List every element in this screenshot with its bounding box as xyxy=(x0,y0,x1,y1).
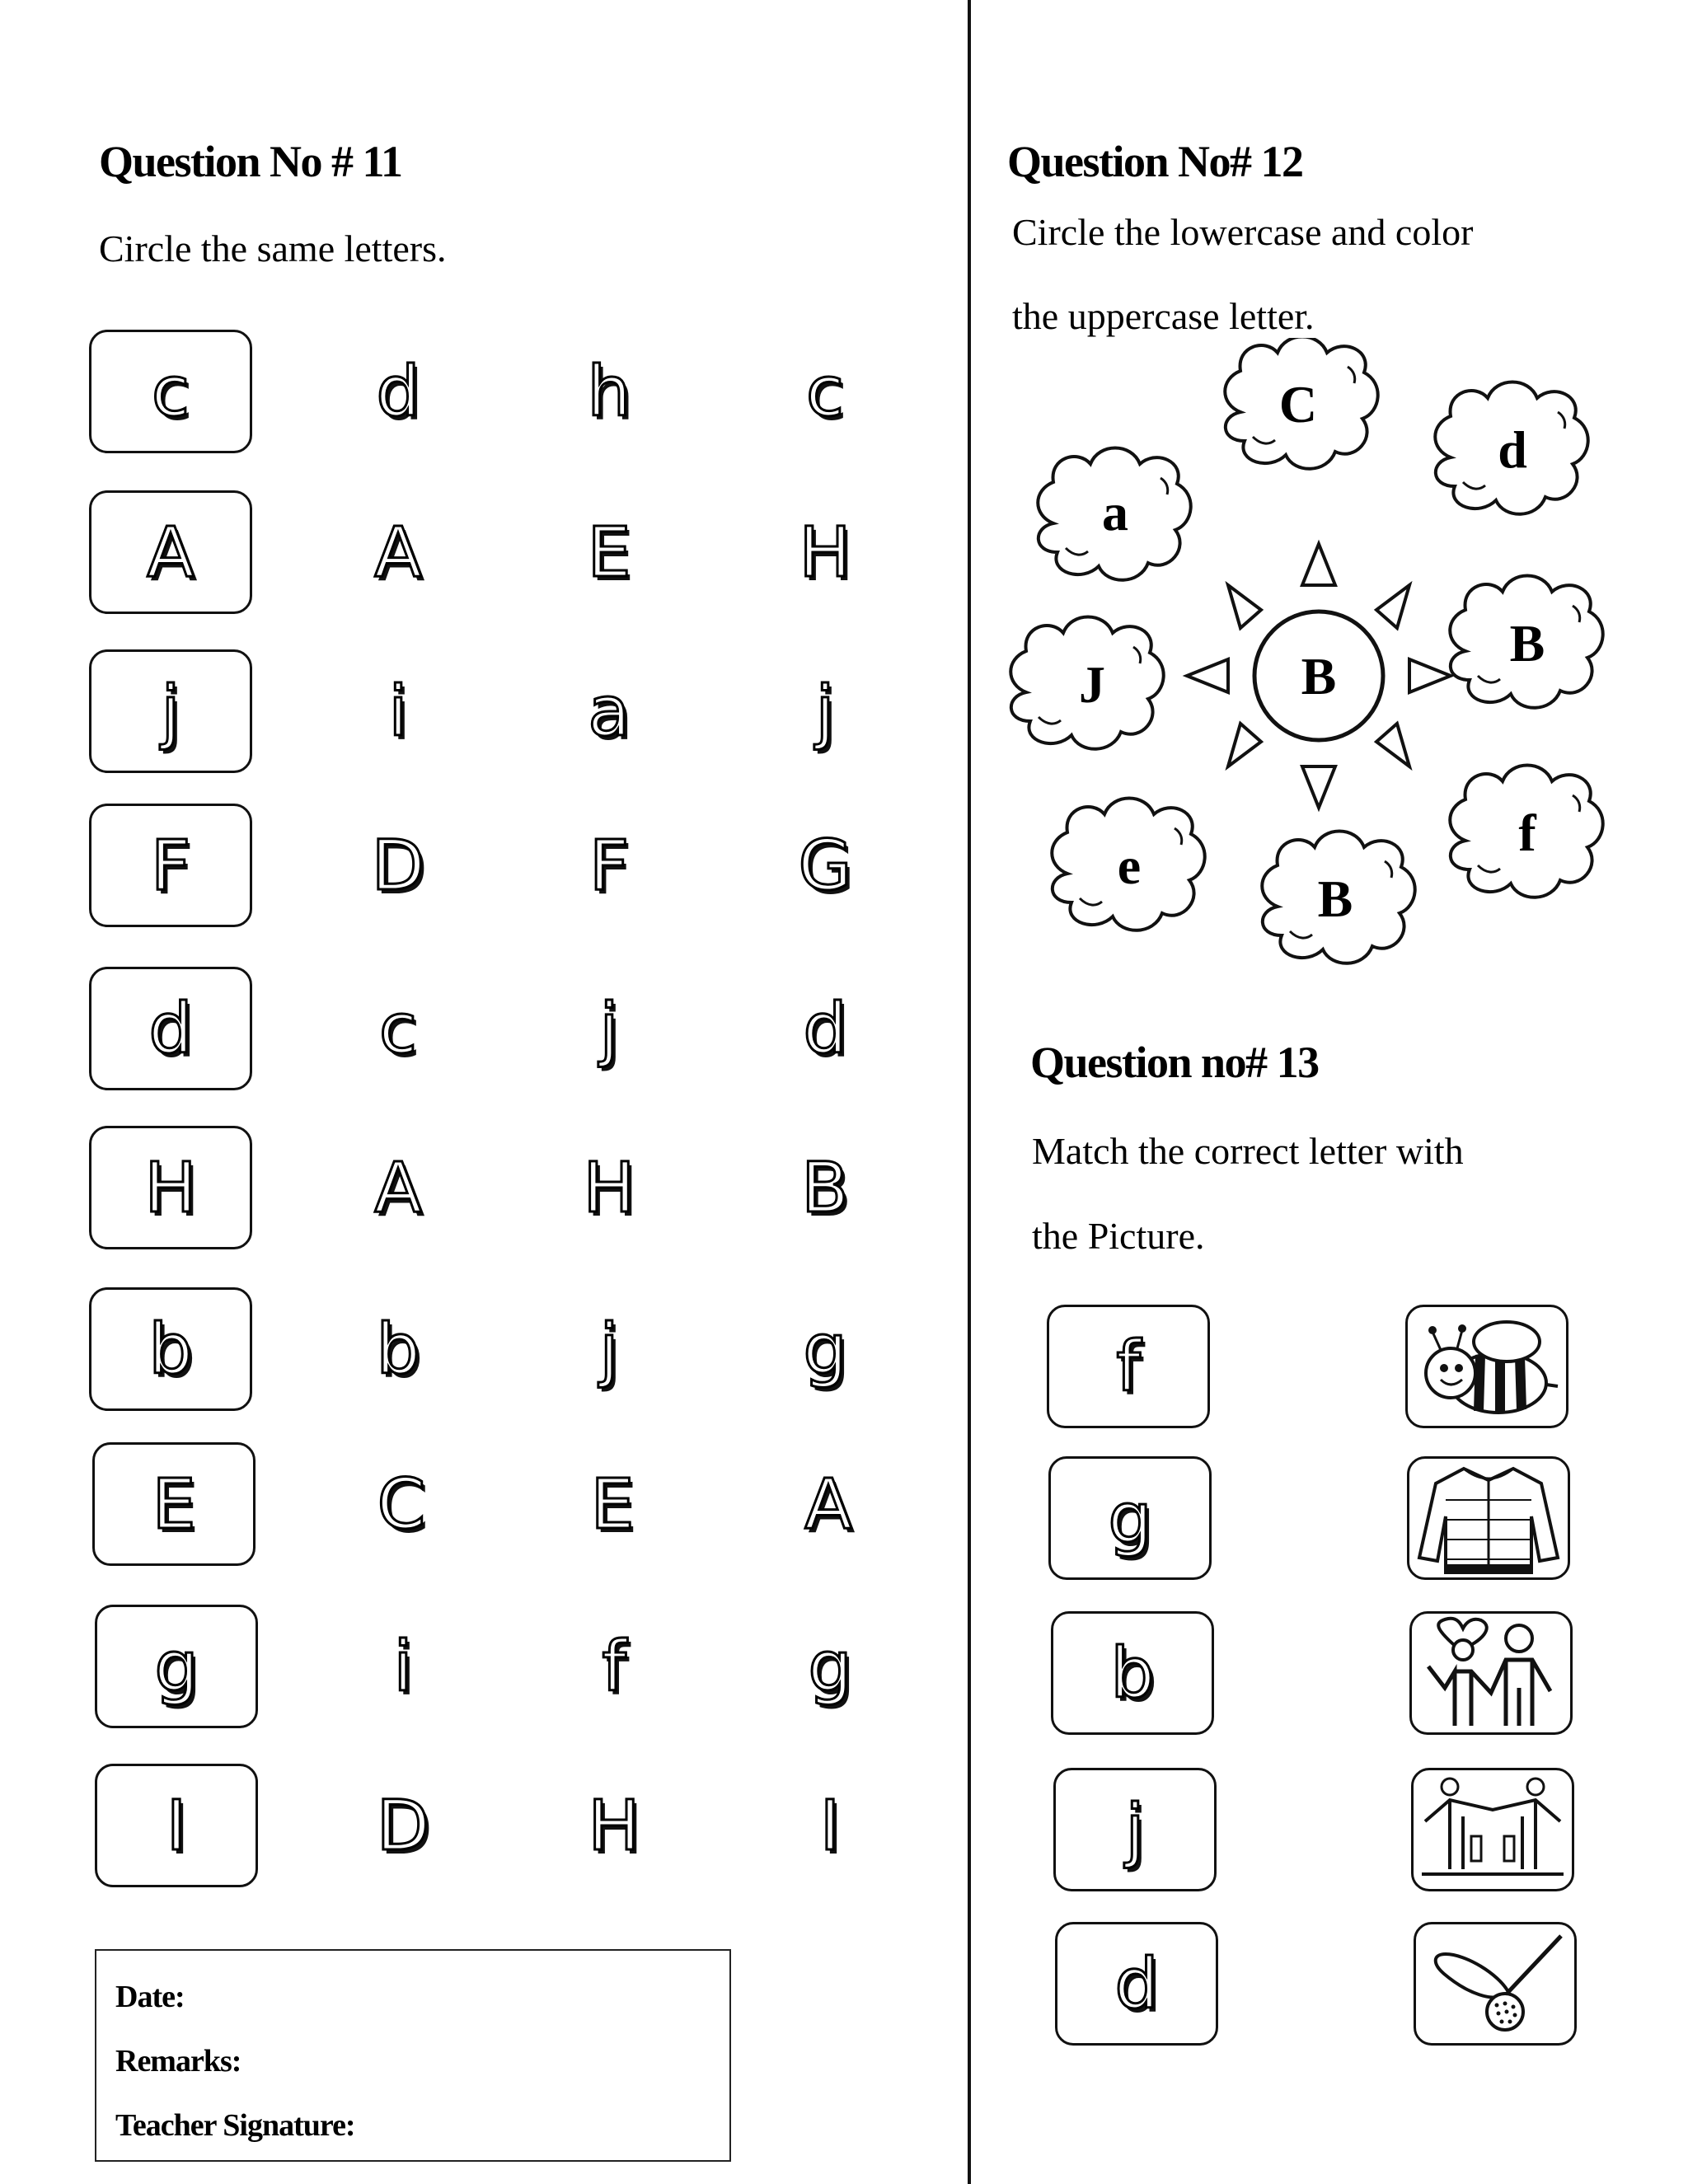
q11-option[interactable] xyxy=(321,1764,485,1887)
cloud-letter: J xyxy=(1079,655,1105,714)
cloud-letter: C xyxy=(1278,375,1318,434)
q11-target-box[interactable] xyxy=(95,1764,258,1887)
q11-option-letter: j xyxy=(599,988,619,1069)
q11-option[interactable] xyxy=(316,967,480,1090)
q11-option[interactable] xyxy=(532,1764,696,1887)
q11-option[interactable] xyxy=(528,1287,691,1411)
q11-option[interactable] xyxy=(743,649,907,773)
q11-option[interactable] xyxy=(528,1126,691,1249)
q11-option-letter: i xyxy=(388,671,408,752)
q13-letter: j xyxy=(1125,1789,1145,1870)
q11-option-letter: c xyxy=(805,351,845,432)
q11-option-letter: D xyxy=(376,1785,430,1866)
q11-heading: Question No # 11 xyxy=(99,137,402,186)
q13-letter-box[interactable] xyxy=(1055,1922,1218,2046)
cloud-icon[interactable] xyxy=(1450,576,1602,708)
sun-and-clouds xyxy=(989,338,1648,1014)
q11-option[interactable] xyxy=(316,490,480,614)
q11-target-box[interactable] xyxy=(89,967,252,1090)
q13-letter-box[interactable] xyxy=(1047,1305,1210,1428)
cloud-icon[interactable] xyxy=(1262,832,1414,963)
cloud-letter: a xyxy=(1102,483,1128,541)
q11-option-letter: g xyxy=(803,1309,847,1390)
q11-target-letter: A xyxy=(147,512,195,593)
q11-option-letter: g xyxy=(808,1626,852,1707)
q11-target-letter: I xyxy=(166,1785,187,1866)
q11-option-letter: a xyxy=(588,671,631,752)
friends-picture-box[interactable] xyxy=(1409,1611,1573,1735)
q11-target-letter: E xyxy=(152,1464,196,1544)
q11-option-letter: A xyxy=(804,1464,852,1544)
q11-option[interactable] xyxy=(532,1605,696,1728)
cloud-icon[interactable] xyxy=(1450,766,1602,898)
q11-option-letter: b xyxy=(376,1309,420,1390)
q11-target-box[interactable] xyxy=(89,804,252,927)
q11-option-letter: d xyxy=(803,988,847,1069)
q11-option-letter: A xyxy=(374,1147,422,1228)
q11-option[interactable] xyxy=(748,1605,912,1728)
q11-option-letter: d xyxy=(376,351,420,432)
q11-option[interactable] xyxy=(747,1442,910,1566)
q11-option-letter: H xyxy=(799,512,851,593)
q11-option[interactable] xyxy=(743,330,907,453)
q11-option[interactable] xyxy=(743,1287,907,1411)
q13-letter: b xyxy=(1110,1633,1155,1713)
q13-letter-box[interactable] xyxy=(1051,1611,1214,1735)
q11-option-letter: C xyxy=(377,1464,426,1544)
q11-option[interactable] xyxy=(528,804,691,927)
q13-letter: g xyxy=(1108,1478,1152,1558)
q11-target-box[interactable] xyxy=(89,330,252,453)
house-people-picture-box[interactable] xyxy=(1411,1768,1574,1891)
q11-option-letter: c xyxy=(378,988,418,1069)
q11-option[interactable] xyxy=(743,1126,907,1249)
q11-option-letter: D xyxy=(371,825,425,906)
q11-option-letter: j xyxy=(815,671,835,752)
cloud-letter: f xyxy=(1518,804,1536,862)
q11-option-letter: B xyxy=(801,1147,849,1228)
q11-option-letter: h xyxy=(587,351,631,432)
jacket-picture-box[interactable] xyxy=(1407,1456,1570,1580)
q11-option[interactable] xyxy=(316,1287,480,1411)
cloud-icon[interactable] xyxy=(1435,382,1587,514)
q11-option-letter: H xyxy=(588,1785,640,1866)
q11-option-letter: f xyxy=(602,1626,626,1707)
date-label: Date: xyxy=(115,1980,185,2014)
remarks-box xyxy=(95,1949,731,2162)
jacket-icon xyxy=(1409,1459,1568,1577)
q11-option[interactable] xyxy=(316,804,480,927)
q13-letter: f xyxy=(1116,1326,1141,1407)
q11-option[interactable] xyxy=(320,1442,483,1566)
q11-target-letter: d xyxy=(148,988,193,1069)
friends-icon xyxy=(1412,1614,1570,1732)
q13-letter-box[interactable] xyxy=(1053,1768,1217,1891)
q11-option-letter: E xyxy=(587,512,631,593)
q11-option[interactable] xyxy=(528,330,691,453)
q11-target-box[interactable] xyxy=(92,1442,256,1566)
cloud-icon[interactable] xyxy=(1038,448,1190,580)
q11-option[interactable] xyxy=(316,330,480,453)
q12-instruction-line2: the uppercase letter. xyxy=(1012,295,1315,337)
q11-option-letter: i xyxy=(393,1626,413,1707)
house-people-icon xyxy=(1414,1770,1572,1889)
q11-option-letter: H xyxy=(583,1147,635,1228)
golf-club-picture-box[interactable] xyxy=(1414,1922,1577,2046)
column-divider xyxy=(968,0,971,2184)
q12-heading: Question No# 12 xyxy=(1007,137,1303,186)
q11-option-letter: j xyxy=(599,1309,619,1390)
q13-heading: Question no# 13 xyxy=(1030,1038,1319,1087)
q11-option[interactable] xyxy=(748,1764,912,1887)
bee-picture-box[interactable] xyxy=(1405,1305,1568,1428)
cloud-icon[interactable] xyxy=(1052,799,1204,930)
cloud-letter: d xyxy=(1498,420,1527,479)
q11-option[interactable] xyxy=(743,804,907,927)
q11-target-box[interactable] xyxy=(89,490,252,614)
golf-club-icon xyxy=(1416,1924,1574,2043)
teacher-signature-label: Teacher Signature: xyxy=(115,2108,355,2143)
q11-option[interactable] xyxy=(528,649,691,773)
q11-target-box[interactable] xyxy=(89,1287,252,1411)
cloud-icon[interactable] xyxy=(1010,617,1163,749)
q11-option-letter: E xyxy=(590,1464,635,1544)
q13-instruction-line2: the Picture. xyxy=(1032,1215,1205,1257)
q11-target-letter: H xyxy=(144,1147,197,1228)
cloud-icon[interactable] xyxy=(1225,338,1377,469)
q11-option[interactable] xyxy=(528,967,691,1090)
q11-target-letter: g xyxy=(154,1626,199,1707)
cloud-letter: B xyxy=(1509,614,1545,673)
q11-option-letter: A xyxy=(374,512,422,593)
q11-option[interactable] xyxy=(316,1126,480,1249)
q12-instruction-line1: Circle the lowercase and color xyxy=(1012,211,1474,253)
q11-instruction: Circle the same letters. xyxy=(99,227,447,269)
bee-icon xyxy=(1408,1307,1566,1426)
q11-target-box[interactable] xyxy=(89,1126,252,1249)
q11-target-letter: b xyxy=(148,1309,193,1390)
q11-target-box[interactable] xyxy=(89,649,252,773)
q11-option-letter: G xyxy=(798,825,852,906)
q11-option-letter: I xyxy=(819,1785,841,1866)
q11-option[interactable] xyxy=(531,1442,694,1566)
q11-option[interactable] xyxy=(743,967,907,1090)
q13-letter-box[interactable] xyxy=(1048,1456,1212,1580)
q13-instruction-line1: Match the correct letter with xyxy=(1032,1130,1464,1172)
q11-option-letter: F xyxy=(588,825,630,906)
q11-target-letter: j xyxy=(161,671,181,752)
remarks-label: Remarks: xyxy=(115,2044,241,2079)
q11-target-letter: c xyxy=(151,351,190,432)
cloud-letter: e xyxy=(1117,837,1142,895)
q11-option[interactable] xyxy=(321,1605,485,1728)
q11-target-box[interactable] xyxy=(95,1605,258,1728)
q11-target-letter: F xyxy=(150,825,191,906)
cloud-letter: B xyxy=(1317,869,1353,928)
q13-letter: d xyxy=(1114,1943,1159,2024)
sun-letter: B xyxy=(1301,647,1337,705)
q11-option[interactable] xyxy=(316,649,480,773)
q11-option[interactable] xyxy=(528,490,691,614)
q11-option[interactable] xyxy=(743,490,907,614)
